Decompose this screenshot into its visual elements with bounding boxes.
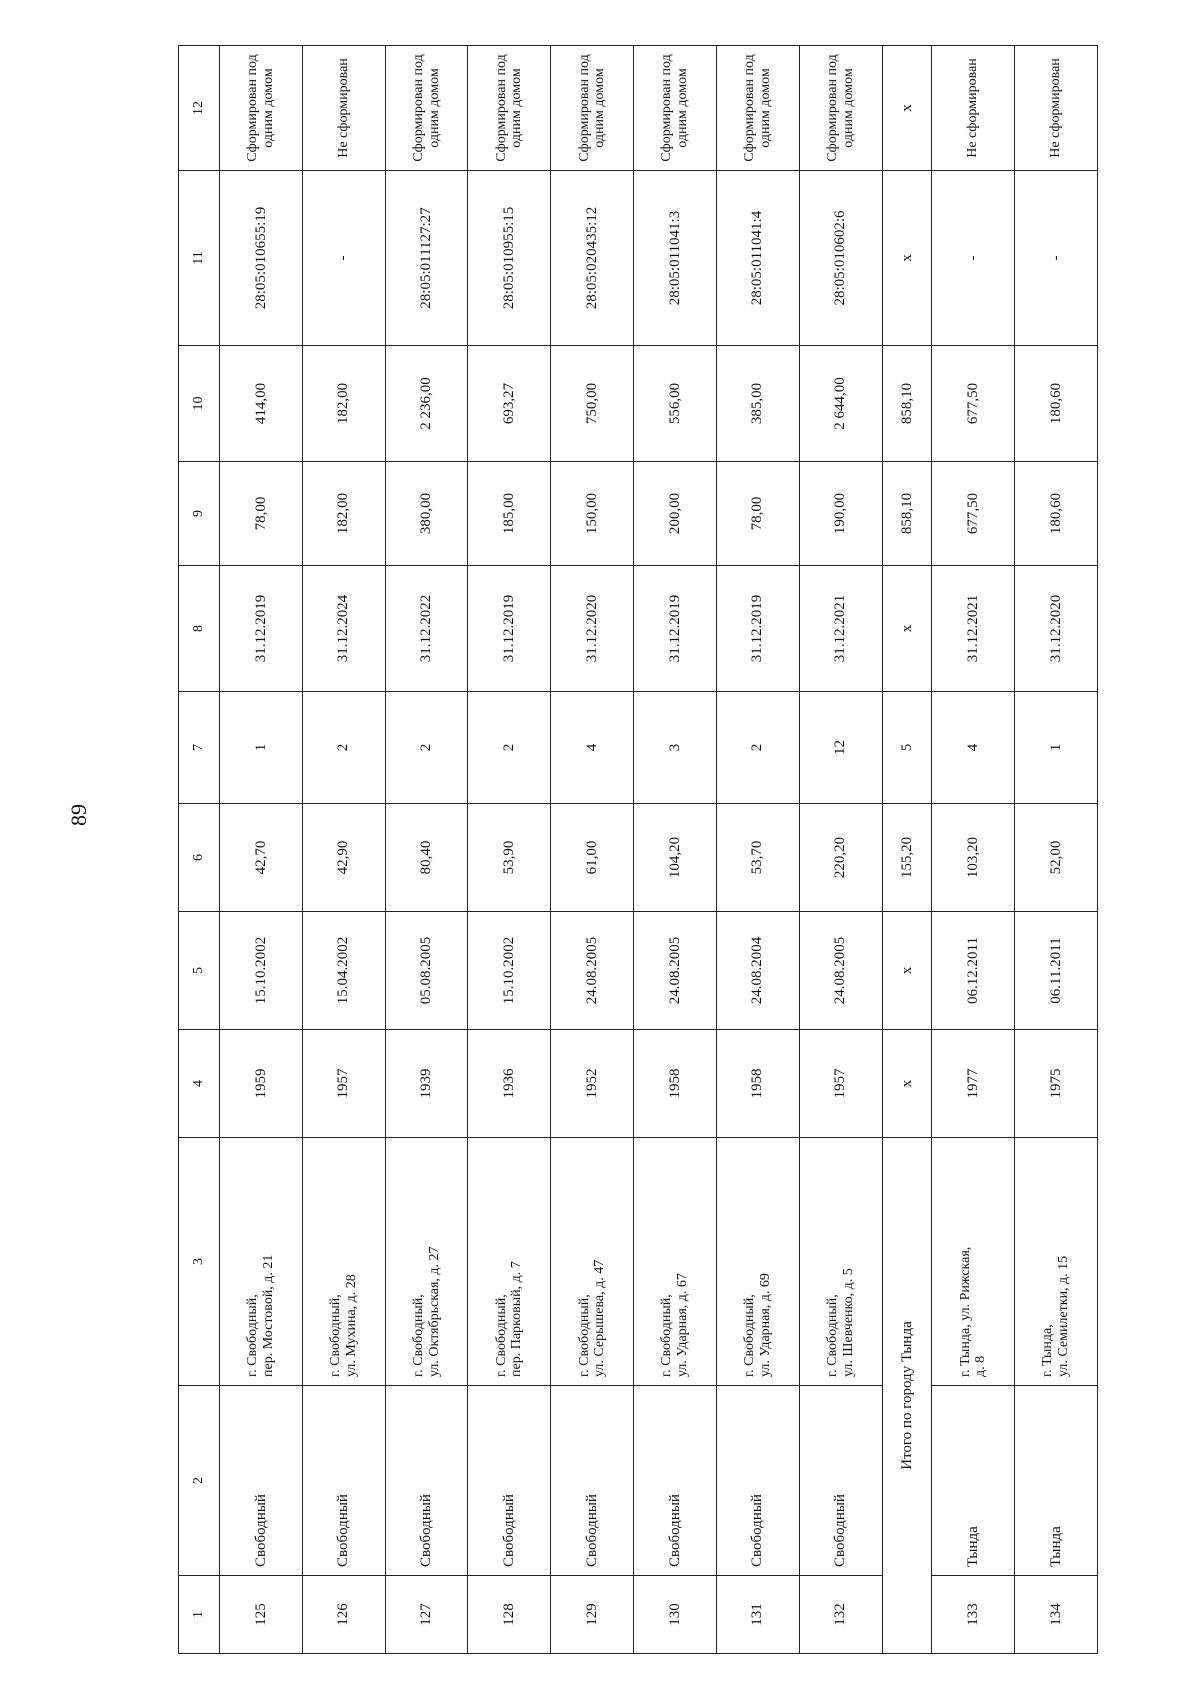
deadline-cell: 31.12.2019 — [220, 566, 303, 692]
year-cell: 1936 — [468, 1030, 551, 1138]
deadline-cell: 31.12.2019 — [634, 566, 717, 692]
area-total-cell: 180,60 — [1015, 462, 1098, 566]
address-line: ул. Семилетки, д. 15 — [1056, 1255, 1072, 1377]
status-cell: Не сформирован — [932, 46, 1015, 171]
row-number-cell: 132 — [799, 1576, 882, 1654]
address-line: ул. Ударная, д. 69 — [757, 1273, 773, 1377]
cadastral-cell: - — [1015, 171, 1098, 346]
deadline-cell: 31.12.2021 — [932, 566, 1015, 692]
address-line: г. Свободный, — [493, 1294, 509, 1377]
address-line: г. Тында, — [1040, 1324, 1056, 1377]
year-cell: 1939 — [385, 1030, 468, 1138]
table-row — [385, 46, 468, 1654]
deadline-cell: 31.12.2022 — [385, 566, 468, 692]
area-land-cell: 693,27 — [468, 346, 551, 462]
total-label: Итого по городу Тында — [882, 1138, 932, 1654]
year-cell: 1957 — [799, 1030, 882, 1138]
address-line: г. Свободный, — [410, 1294, 426, 1377]
date-cell: 24.08.2005 — [799, 912, 882, 1030]
area-total-cell: 150,00 — [551, 462, 634, 566]
area-land-cell: 182,00 — [302, 346, 385, 462]
column-header: 5 — [179, 912, 220, 1030]
area-land-cell: 385,00 — [716, 346, 799, 462]
status-cell: Сформирован под одним домом — [551, 46, 634, 171]
area-total-cell: 182,00 — [302, 462, 385, 566]
area-land-cell: 180,60 — [1015, 346, 1098, 462]
date-cell: 06.12.2011 — [932, 912, 1015, 1030]
table-row — [799, 46, 882, 1654]
address-line: г. Свободный, — [742, 1294, 758, 1377]
area-land-cell: 2 644,00 — [799, 346, 882, 462]
address-cell — [220, 1138, 303, 1386]
cadastral-cell: 28:05:010955:15 — [468, 171, 551, 346]
row-number-cell: 129 — [551, 1576, 634, 1654]
area-land-cell: 414,00 — [220, 346, 303, 462]
address-line: г. Свободный, — [825, 1294, 841, 1377]
area-cell: 52,00 — [1015, 804, 1098, 912]
date-cell: 15.10.2002 — [220, 912, 303, 1030]
column-header: 10 — [179, 346, 220, 462]
area-cell: 104,20 — [634, 804, 717, 912]
date-cell: 06.11.2011 — [1015, 912, 1098, 1030]
status-cell: Не сформирован — [1015, 46, 1098, 171]
date-cell: 15.10.2002 — [468, 912, 551, 1030]
address-line: ул. Мухина, д. 28 — [343, 1274, 359, 1377]
table-row — [468, 46, 551, 1654]
address-cell — [468, 1138, 551, 1386]
address-line: г. Свободный, — [328, 1294, 344, 1377]
address-line: г. Свободный, — [659, 1294, 675, 1377]
column-header: 6 — [179, 804, 220, 912]
status-cell: Сформирован под одним домом — [799, 46, 882, 171]
cadastral-cell: - — [302, 171, 385, 346]
deadline-cell: 31.12.2021 — [799, 566, 882, 692]
table-row — [716, 46, 799, 1654]
page-number: 89 — [66, 804, 91, 826]
column-header: 7 — [179, 692, 220, 804]
address-line: ул. Ударная, д. 67 — [675, 1273, 691, 1377]
header-row — [179, 46, 220, 1654]
row-number-cell: 125 — [220, 1576, 303, 1654]
address-cell — [1015, 1138, 1098, 1386]
row-number-cell: 128 — [468, 1576, 551, 1654]
deadline-cell: 31.12.2019 — [716, 566, 799, 692]
area-cell: 42,90 — [302, 804, 385, 912]
address-cell — [716, 1138, 799, 1386]
people-cell: 3 — [634, 692, 717, 804]
city-cell: Свободный — [634, 1386, 717, 1576]
column-header: 2 — [179, 1386, 220, 1576]
date-cell: x — [882, 912, 932, 1030]
status-cell: Не сформирован — [302, 46, 385, 171]
address-line: г. Свободный, — [245, 1294, 261, 1377]
area-land-cell: 677,50 — [932, 346, 1015, 462]
area-cell: 80,40 — [385, 804, 468, 912]
people-cell: 4 — [932, 692, 1015, 804]
year-cell: 1957 — [302, 1030, 385, 1138]
city-cell: Тында — [1015, 1386, 1098, 1576]
column-header: 3 — [179, 1138, 220, 1386]
address-line: ул. Серышева, д. 47 — [592, 1259, 608, 1377]
area-total-cell: 78,00 — [716, 462, 799, 566]
area-cell: 53,70 — [716, 804, 799, 912]
city-cell: Свободный — [302, 1386, 385, 1576]
address-line: ул. Шевченко, д. 5 — [840, 1268, 856, 1377]
status-cell: x — [882, 46, 932, 171]
year-cell: 1958 — [634, 1030, 717, 1138]
address-cell — [799, 1138, 882, 1386]
date-cell: 05.08.2005 — [385, 912, 468, 1030]
area-cell: 103,20 — [932, 804, 1015, 912]
column-header: 9 — [179, 462, 220, 566]
people-cell: 12 — [799, 692, 882, 804]
address-line: пер. Мостовой, д. 21 — [260, 1254, 276, 1377]
cadastral-cell: 28:05:020435:12 — [551, 171, 634, 346]
status-cell: Сформирован под одним домом — [220, 46, 303, 171]
people-cell: 2 — [385, 692, 468, 804]
area-cell: 220,20 — [799, 804, 882, 912]
cadastral-cell: 28:05:011041:3 — [634, 171, 717, 346]
table-row — [220, 46, 303, 1654]
area-cell: 155,20 — [882, 804, 932, 912]
city-cell: Свободный — [799, 1386, 882, 1576]
cadastral-cell: 28:05:010655:19 — [220, 171, 303, 346]
registry-table — [178, 45, 1098, 1654]
area-land-cell: 2 236,00 — [385, 346, 468, 462]
area-total-cell: 78,00 — [220, 462, 303, 566]
table-row — [634, 46, 717, 1654]
address-line: ул. Октябрьская, д. 27 — [426, 1246, 442, 1377]
table-row — [551, 46, 634, 1654]
address-line: г. Свободный, — [576, 1294, 592, 1377]
row-number-cell: 133 — [932, 1576, 1015, 1654]
city-cell: Свободный — [716, 1386, 799, 1576]
date-cell: 24.08.2004 — [716, 912, 799, 1030]
column-header: 4 — [179, 1030, 220, 1138]
cadastral-cell: - — [932, 171, 1015, 346]
people-cell: 2 — [468, 692, 551, 804]
cadastral-cell: 28:05:011127:27 — [385, 171, 468, 346]
table-row — [302, 46, 385, 1654]
area-total-cell: 185,00 — [468, 462, 551, 566]
rotated-table-container — [178, 46, 1098, 1654]
deadline-cell: 31.12.2020 — [1015, 566, 1098, 692]
status-cell: Сформирован под одним домом — [385, 46, 468, 171]
deadline-cell: 31.12.2020 — [551, 566, 634, 692]
column-header: 11 — [179, 171, 220, 346]
deadline-cell: x — [882, 566, 932, 692]
address-cell — [932, 1138, 1015, 1386]
area-total-cell: 380,00 — [385, 462, 468, 566]
cadastral-cell: x — [882, 171, 932, 346]
area-land-cell: 858,10 — [882, 346, 932, 462]
address-line: пер. Парковый, д. 7 — [509, 1261, 525, 1377]
cadastral-cell: 28:05:011041:4 — [716, 171, 799, 346]
year-cell: 1975 — [1015, 1030, 1098, 1138]
people-cell: 4 — [551, 692, 634, 804]
people-cell: 5 — [882, 692, 932, 804]
table-body — [179, 46, 1098, 1654]
deadline-cell: 31.12.2024 — [302, 566, 385, 692]
area-total-cell: 200,00 — [634, 462, 717, 566]
column-header: 8 — [179, 566, 220, 692]
area-total-cell: 190,00 — [799, 462, 882, 566]
deadline-cell: 31.12.2019 — [468, 566, 551, 692]
city-cell: Свободный — [385, 1386, 468, 1576]
people-cell: 1 — [1015, 692, 1098, 804]
status-cell: Сформирован под одним домом — [716, 46, 799, 171]
address-line: д. 8 — [973, 1355, 989, 1377]
year-cell: 1977 — [932, 1030, 1015, 1138]
address-cell — [385, 1138, 468, 1386]
city-cell: Свободный — [468, 1386, 551, 1576]
area-land-cell: 750,00 — [551, 346, 634, 462]
city-cell: Свободный — [551, 1386, 634, 1576]
row-number-cell: 130 — [634, 1576, 717, 1654]
year-cell: 1959 — [220, 1030, 303, 1138]
year-cell: x — [882, 1030, 932, 1138]
date-cell: 24.08.2005 — [634, 912, 717, 1030]
date-cell: 15.04.2002 — [302, 912, 385, 1030]
address-cell — [634, 1138, 717, 1386]
city-cell: Свободный — [220, 1386, 303, 1576]
column-header: 12 — [179, 46, 220, 171]
row-number-cell: 131 — [716, 1576, 799, 1654]
row-number-cell: 126 — [302, 1576, 385, 1654]
area-cell: 42,70 — [220, 804, 303, 912]
address-cell — [551, 1138, 634, 1386]
area-total-cell: 677,50 — [932, 462, 1015, 566]
city-cell: Тында — [932, 1386, 1015, 1576]
column-header: 1 — [179, 1576, 220, 1654]
row-number-cell: 134 — [1015, 1576, 1098, 1654]
date-cell: 24.08.2005 — [551, 912, 634, 1030]
area-cell: 61,00 — [551, 804, 634, 912]
cadastral-cell: 28:05:010602:6 — [799, 171, 882, 346]
total-row — [882, 46, 932, 1654]
year-cell: 1952 — [551, 1030, 634, 1138]
area-total-cell: 858,10 — [882, 462, 932, 566]
year-cell: 1958 — [716, 1030, 799, 1138]
people-cell: 2 — [302, 692, 385, 804]
people-cell: 2 — [716, 692, 799, 804]
address-cell — [302, 1138, 385, 1386]
table-row — [932, 46, 1015, 1654]
status-cell: Сформирован под одним домом — [468, 46, 551, 171]
area-cell: 53,90 — [468, 804, 551, 912]
people-cell: 1 — [220, 692, 303, 804]
area-land-cell: 556,00 — [634, 346, 717, 462]
address-line: г. Тында, ул. Рижская, — [957, 1246, 973, 1377]
row-number-cell: 127 — [385, 1576, 468, 1654]
table-row — [1015, 46, 1098, 1654]
status-cell: Сформирован под одним домом — [634, 46, 717, 171]
